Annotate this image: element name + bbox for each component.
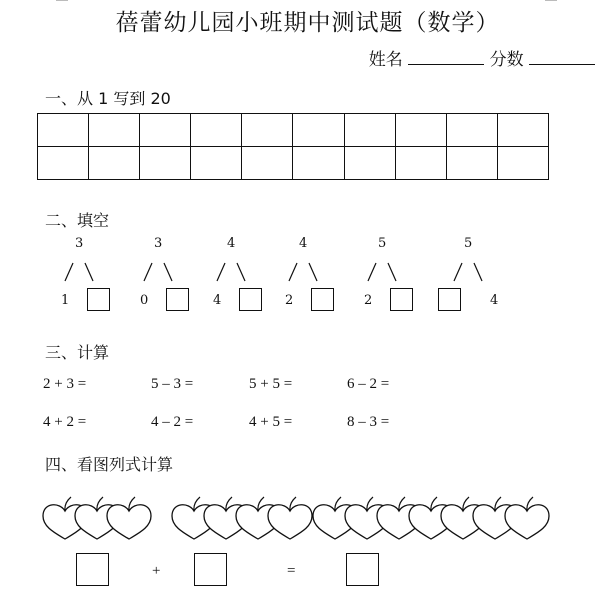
decomp-answer-box[interactable] [311,288,334,311]
plus-sign: + [152,563,161,579]
answer-box-3[interactable] [346,553,379,586]
decomp-top-number: 4 [299,236,308,251]
decomp-answer-box[interactable] [438,288,461,311]
decomp-left-number: 2 [285,293,294,308]
section1-heading: 一、从 1 写到 20 [45,89,171,108]
calc-problem: 6 – 2 = [347,376,390,392]
decomp-answer-box[interactable] [390,288,413,311]
page-corner-mark-left [56,0,68,1]
grid-cell[interactable] [89,114,140,147]
calc-problem: 4 – 2 = [151,414,194,430]
page-title: 蓓蕾幼儿园小班期中测试题（数学） [115,10,500,36]
decomp-branch-lines [211,261,251,283]
decomp-branch-lines [283,261,323,283]
writing-grid [37,113,549,180]
grid-cell[interactable] [446,114,497,147]
grid-cell[interactable] [344,114,395,147]
decomp-right-number: 4 [490,293,499,308]
score-label: 分数 [489,50,524,70]
calc-problem: 2 + 3 = [43,376,87,392]
name-blank[interactable] [408,50,484,65]
name-score-row [369,45,595,70]
section3-heading: 三、计算 [45,343,110,362]
grid-cell[interactable] [395,114,446,147]
grid-cell[interactable] [293,114,344,147]
answer-box-1[interactable] [76,553,109,586]
decomp-branch-lines [59,261,99,283]
decomp-top-number: 4 [227,236,236,251]
grid-cell[interactable] [344,147,395,180]
page-corner-mark-right [545,0,557,1]
decomp-branch-lines [138,261,178,283]
picture-hearts [0,495,615,547]
decomp-top-number: 5 [464,236,473,251]
calc-problem: 5 + 5 = [249,376,293,392]
decomp-top-number: 5 [378,236,387,251]
grid-cell[interactable] [242,147,293,180]
calc-problem: 4 + 2 = [43,414,87,430]
grid-cell[interactable] [38,114,89,147]
calc-problem: 8 – 3 = [347,414,390,430]
answer-box-2[interactable] [194,553,227,586]
decomp-answer-box[interactable] [166,288,189,311]
section4-heading: 四、看图列式计算 [45,455,174,474]
heart-icon [268,497,312,539]
grid-cell[interactable] [191,147,242,180]
grid-cell[interactable] [446,147,497,180]
calc-problem: 4 + 5 = [249,414,293,430]
decomp-left-number: 4 [213,293,222,308]
name-label: 姓名 [368,50,403,70]
grid-row [38,114,549,147]
grid-cell[interactable] [293,147,344,180]
decomp-top-number: 3 [154,236,163,251]
decomp-branch-lines [448,261,488,283]
grid-cell[interactable] [497,147,548,180]
grid-row [38,147,549,180]
decomp-answer-box[interactable] [87,288,110,311]
grid-cell[interactable] [140,114,191,147]
grid-cell[interactable] [395,147,446,180]
heart-icon [107,497,151,539]
decomp-left-number: 0 [140,293,149,308]
grid-cell[interactable] [242,114,293,147]
decomp-top-number: 3 [75,236,84,251]
grid-cell[interactable] [89,147,140,180]
calc-problem: 5 – 3 = [151,376,194,392]
grid-cell[interactable] [497,114,548,147]
grid-cell[interactable] [38,147,89,180]
decomp-branch-lines [362,261,402,283]
decomp-answer-box[interactable] [239,288,262,311]
decomp-left-number: 1 [61,293,70,308]
decomp-left-number: 2 [364,293,373,308]
section2-heading: 二、填空 [45,211,110,230]
equals-sign: = [287,563,296,579]
score-blank[interactable] [529,50,595,65]
grid-cell[interactable] [140,147,191,180]
heart-icon [505,497,549,539]
grid-cell[interactable] [191,114,242,147]
